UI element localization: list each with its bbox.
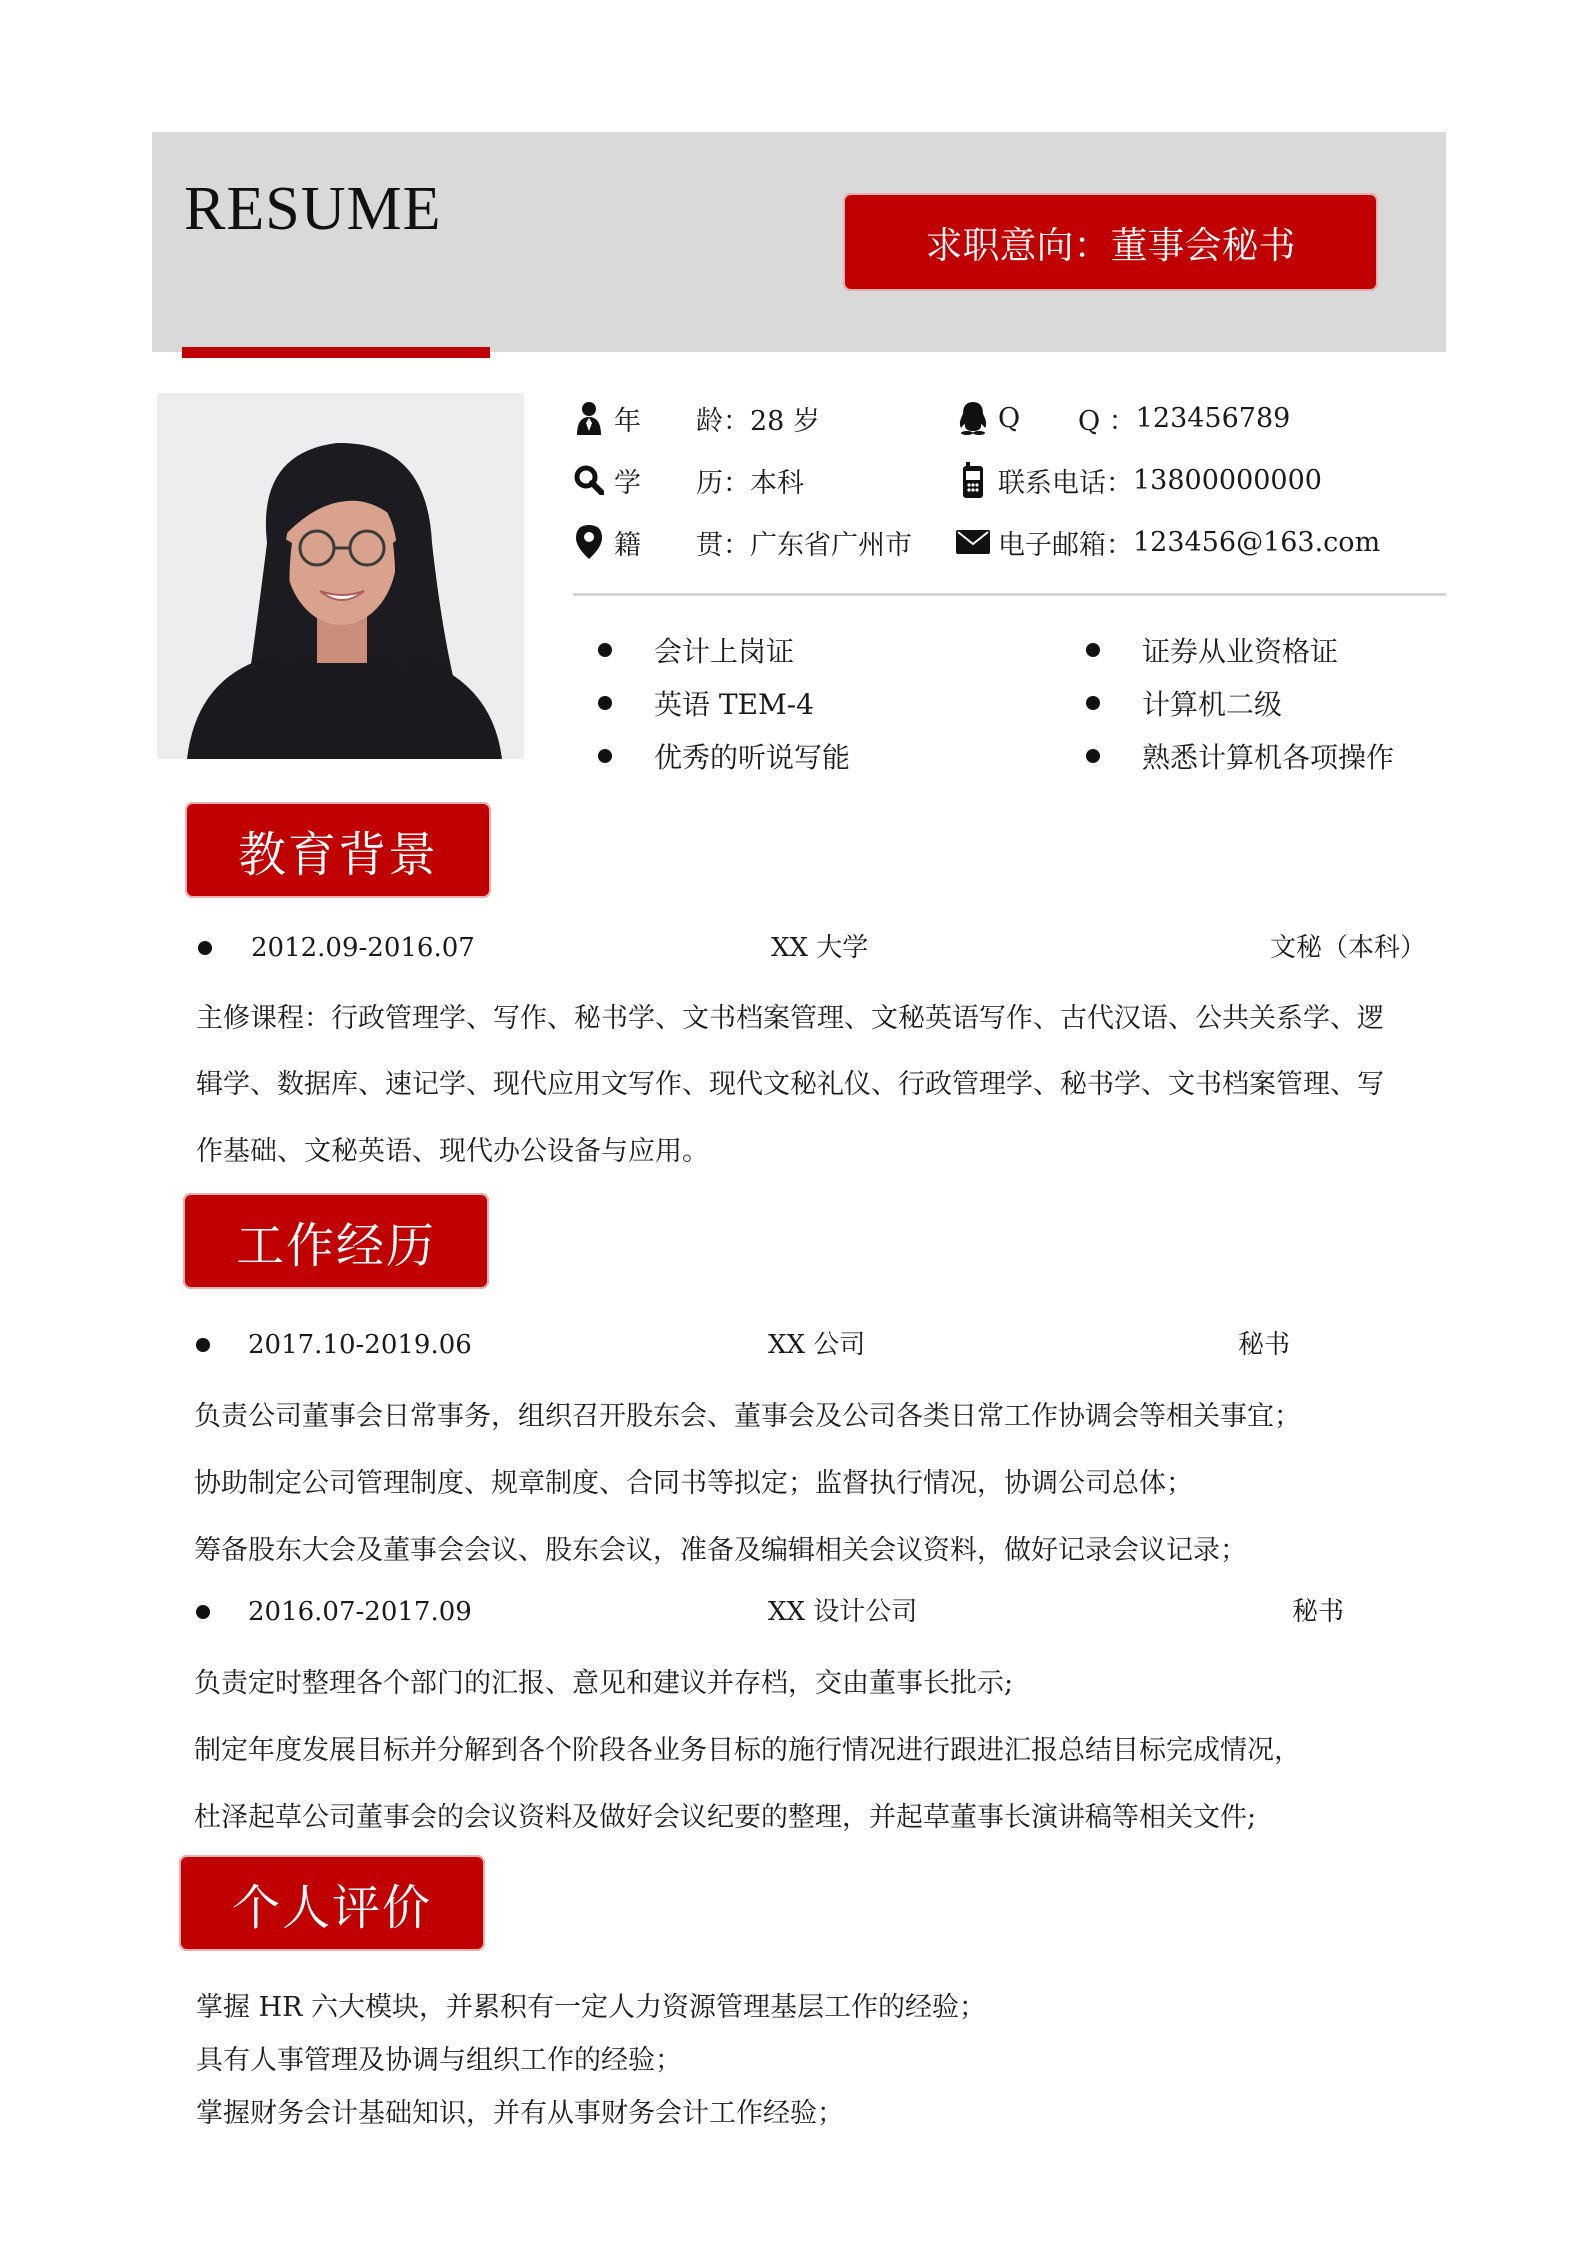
job-role: 秘书 bbox=[1292, 1597, 1345, 1627]
bullet-icon bbox=[1086, 643, 1100, 657]
info-education: 学 历： 本科 bbox=[572, 455, 912, 505]
bullet-icon bbox=[1086, 696, 1100, 710]
info-phone: 联系电话： 13800000000 bbox=[956, 455, 1380, 505]
education-value: 本科 bbox=[750, 467, 804, 499]
bullet-icon bbox=[598, 749, 612, 763]
education-period: 2012.09-2016.07 bbox=[251, 933, 475, 963]
education-major: 文秘（本科） bbox=[1270, 933, 1427, 963]
skill-item: 熟悉计算机各项操作 bbox=[1086, 731, 1394, 781]
location-pin-icon bbox=[572, 524, 606, 560]
education-line: 作基础、文秘英语、现代办公设备与应用。 bbox=[196, 1136, 709, 1167]
skills-left bbox=[598, 625, 850, 781]
job-target-banner bbox=[843, 193, 1378, 291]
envelope-icon bbox=[956, 524, 990, 560]
info-left-column bbox=[572, 393, 912, 567]
skill-item: 证券从业资格证 bbox=[1086, 625, 1394, 675]
info-origin: 籍 贯： 广东省广州市 bbox=[572, 517, 912, 567]
job-duty-line: 筹备股东大会及董事会会议、股东会议，准备及编辑相关会议资料，做好记录会议记录； bbox=[194, 1535, 1247, 1566]
info-age: 年 龄： 28 岁 bbox=[572, 393, 912, 443]
job-period: 2017.10-2019.06 bbox=[248, 1330, 472, 1360]
person-icon bbox=[572, 400, 606, 436]
info-right-column bbox=[956, 393, 1380, 567]
age-value: 28 岁 bbox=[750, 405, 820, 437]
self-eval-line: 掌握 HR 六大模块，并累积有一定人力资源管理基层工作的经验； bbox=[196, 1992, 987, 2023]
job-duty-line: 杜泽起草公司董事会的会议资料及做好会议纪要的整理，并起草董事长演讲稿等相关文件; bbox=[194, 1802, 1257, 1833]
qq-value: 123456789 bbox=[1135, 402, 1291, 434]
bullet-icon bbox=[598, 696, 612, 710]
bullet-icon bbox=[1086, 749, 1100, 763]
search-icon bbox=[572, 462, 606, 498]
job-company: XX 公司 bbox=[768, 1330, 866, 1360]
info-qq: Q Q ： 123456789 bbox=[956, 393, 1380, 443]
skill-item: 英语 TEM-4 bbox=[598, 678, 850, 728]
job-duty-line: 协助制定公司管理制度、规章制度、合同书等拟定；监督执行情况，协调公司总体； bbox=[194, 1468, 1193, 1499]
education-school: XX 大学 bbox=[771, 933, 869, 963]
job-duty-line: 负责定时整理各个部门的汇报、意见和建议并存档，交由董事长批示; bbox=[194, 1668, 1014, 1699]
email-value: 123456@163.com bbox=[1133, 526, 1381, 558]
self-eval-line: 掌握财务会计基础知识，并有从事财务会计工作经验； bbox=[196, 2098, 844, 2129]
title-accent-bar bbox=[182, 347, 490, 358]
section-heading-self-eval: 个人评价 bbox=[179, 1855, 485, 1951]
job-duty-line: 负责公司董事会日常事务，组织召开股东会、董事会及公司各类日常工作协调会等相关事宜； bbox=[194, 1401, 1301, 1432]
self-eval-line: 具有人事管理及协调与组织工作的经验； bbox=[196, 2045, 682, 2076]
qq-penguin-icon bbox=[956, 400, 990, 436]
phone-value: 13800000000 bbox=[1133, 464, 1322, 496]
bullet-icon bbox=[198, 941, 212, 955]
bullet-icon bbox=[196, 1605, 210, 1619]
education-line: 辑学、数据库、速记学、现代应用文写作、现代文秘礼仪、行政管理学、秘书学、文书档案管理、写 bbox=[196, 1069, 1384, 1100]
portrait-illustration bbox=[157, 393, 524, 759]
skill-item: 会计上岗证 bbox=[598, 625, 850, 675]
job-role: 秘书 bbox=[1238, 1330, 1291, 1360]
education-line: 主修课程：行政管理学、写作、秘书学、文书档案管理、文秘英语写作、古代汉语、公共关系学、逻 bbox=[196, 1003, 1384, 1034]
profile-photo bbox=[157, 393, 524, 759]
job-period: 2016.07-2017.09 bbox=[248, 1597, 472, 1627]
skill-item: 优秀的听说写能 bbox=[598, 731, 850, 781]
bullet-icon bbox=[196, 1338, 210, 1352]
skills-right bbox=[1086, 625, 1394, 781]
job-company: XX 设计公司 bbox=[768, 1597, 918, 1627]
section-heading-education: 教育背景 bbox=[185, 802, 491, 898]
job-duty-line: 制定年度发展目标并分解到各个阶段各业务目标的施行情况进行跟进汇报总结目标完成情况， bbox=[194, 1735, 1301, 1766]
section-heading-work: 工作经历 bbox=[183, 1193, 489, 1289]
info-divider bbox=[573, 593, 1446, 596]
resume-title: RESUME bbox=[184, 175, 442, 243]
job-target-text: 求职意向：董事会秘书 bbox=[925, 224, 1296, 267]
bullet-icon bbox=[598, 643, 612, 657]
skill-item: 计算机二级 bbox=[1086, 678, 1394, 728]
info-email: 电子邮箱： 123456@163.com bbox=[956, 517, 1380, 567]
origin-value: 广东省广州市 bbox=[750, 529, 912, 561]
mobile-phone-icon bbox=[956, 462, 990, 498]
